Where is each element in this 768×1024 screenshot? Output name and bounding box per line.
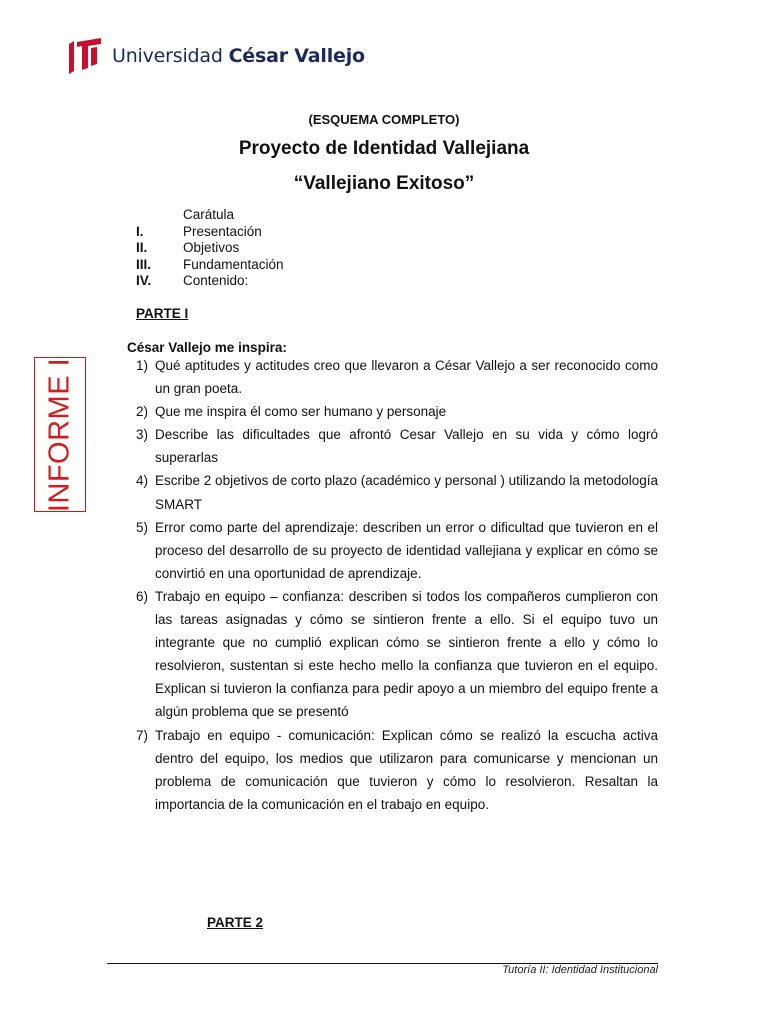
informe-side-label bbox=[34, 357, 86, 512]
list-item-number: 1) bbox=[136, 358, 149, 373]
logo-text-regular: Universidad bbox=[112, 45, 229, 67]
toc-label: Presentación bbox=[183, 223, 262, 239]
list-item bbox=[136, 469, 658, 515]
list-item bbox=[136, 423, 658, 469]
list-item-number: 2) bbox=[136, 404, 149, 420]
list-item bbox=[136, 354, 658, 400]
part-2-heading: PARTE 2 bbox=[207, 915, 264, 930]
list-item-text: Trabajo en equipo – confianza: describen si todos los compañeros cumplieron con las tareas asignadas y cómo se sintieron frente a ello. Si el equipo tuvo un integrante que no cumplió explican cómo se sintieron frente a ello y cómo lo resolvieron, sustentan si este hecho mello la confianza que tuvieron en el equipo. Explican si tuvieron la confianza para pedir apoyo a un miembro del equipo frente a algún problema que se presentó bbox=[155, 588, 658, 720]
section-heading: César Vallejo me inspira: bbox=[127, 340, 287, 355]
list-item-text: Escribe 2 objetivos de corto plazo (académico y personal ) utilizando la metodología SMART bbox=[155, 473, 658, 512]
document-subheading: (ESQUEMA COMPLETO) bbox=[308, 112, 460, 127]
toc-label: Objetivos bbox=[183, 240, 240, 256]
toc-item bbox=[136, 240, 284, 257]
list-item-number: 7) bbox=[136, 727, 149, 743]
toc-number: III. bbox=[136, 256, 152, 272]
toc-number: II. bbox=[136, 240, 148, 256]
informe-label-text: INFORME I bbox=[43, 357, 76, 512]
table-of-contents bbox=[136, 207, 284, 290]
toc-label: Carátula bbox=[183, 207, 235, 222]
toc-number bbox=[136, 207, 183, 224]
part-1-heading: PARTE I bbox=[136, 306, 189, 321]
list-item-number: 3) bbox=[136, 427, 149, 443]
document-title: Proyecto de Identidad Vallejiana bbox=[238, 138, 530, 159]
toc-number: I. bbox=[136, 223, 144, 239]
toc-label: Contenido: bbox=[183, 273, 249, 289]
logo-text-bold: César Vallejo bbox=[228, 45, 365, 67]
toc-item bbox=[136, 273, 284, 290]
list-item-number: 5) bbox=[136, 519, 149, 535]
list-item-text: Describe las dificultades que afrontó Cesar Vallejo en su vida y cómo logró superarlas bbox=[155, 427, 658, 466]
ucv-logo-icon bbox=[68, 38, 102, 74]
list-item-text: Error como parte del aprendizaje: describen un error o dificultad que tuvieron en el proceso del desarrollo de su proyecto de identidad vallejiana y explicar en cómo se convirtió en una oportunidad de aprendizaje. bbox=[155, 519, 658, 581]
question-list bbox=[136, 354, 658, 816]
university-logo bbox=[68, 38, 365, 74]
toc-item bbox=[136, 207, 284, 224]
list-item-number: 6) bbox=[136, 588, 149, 604]
toc-item bbox=[136, 224, 284, 241]
list-item-text: Que me inspira él como ser humano y personaje bbox=[155, 404, 447, 420]
toc-label: Fundamentación bbox=[183, 256, 284, 272]
list-item-number: 4) bbox=[136, 473, 149, 489]
list-item-text: Qué aptitudes y actitudes creo que llevaron a César Vallejo a ser reconocido como un gran poeta. bbox=[155, 358, 658, 397]
list-item-text: Trabajo en equipo - comunicación: Explican cómo se realizó la escucha activa dentro del equipo, los medios que utilizaron para comunicarse y mencionan un problema de comunicación que tuvieron y cómo lo resolvieron. Resaltan la importancia de la comunicación en el trabajo en equipo. bbox=[155, 727, 658, 812]
footer-text: Tutoría II: Identidad Institucional bbox=[502, 964, 658, 976]
list-item bbox=[136, 516, 658, 585]
list-item bbox=[136, 400, 658, 423]
list-item bbox=[136, 585, 658, 724]
toc-item bbox=[136, 257, 284, 274]
logo-wordmark bbox=[112, 45, 365, 67]
list-item bbox=[136, 724, 658, 816]
document-subtitle: “Vallejiano Exitoso” bbox=[293, 173, 475, 194]
toc-number: IV. bbox=[136, 273, 152, 289]
